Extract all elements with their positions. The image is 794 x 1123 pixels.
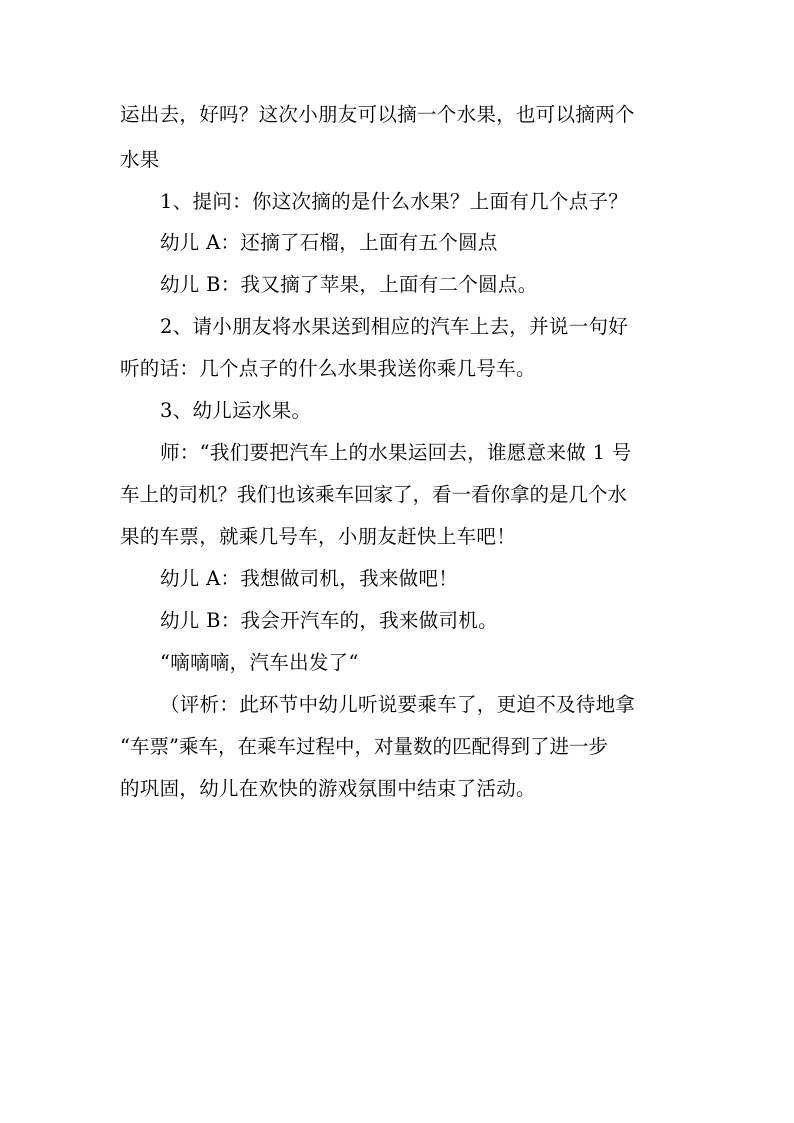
step-2-line: 2、请小朋友将水果送到相应的汽车上去，并说一句好 xyxy=(160,315,629,338)
teacher-line: 师：“我们要把汽车上的水果运回去，谁愿意来做 1 号 xyxy=(160,441,632,464)
question-heading: 1、提问：你这次摘的是什么水果？上面有几个点子？ xyxy=(160,190,629,213)
child-a-reply: 幼儿 A：我想做司机，我来做吧！ xyxy=(160,567,459,590)
child-a-answer: 幼儿 A：还摘了石榴，上面有五个圆点 xyxy=(160,231,498,254)
paragraph-line: 的巩固，幼儿在欢快的游戏氛围中结束了活动。 xyxy=(120,777,536,800)
quote-line: “嘀嘀嘀，汽车出发了“ xyxy=(160,651,359,674)
paragraph-line: “车票”乘车，在乘车过程中，对量数的匹配得到了进一步 xyxy=(120,735,608,758)
paragraph-line: 车上的司机？我们也该乘车回家了，看一看你拿的是几个水 xyxy=(120,483,628,506)
paragraph-line: 运出去，好吗？这次小朋友可以摘一个水果，也可以摘两个 xyxy=(120,103,635,126)
step-3-heading: 3、幼儿运水果。 xyxy=(160,399,312,422)
analysis-line: （评析：此环节中幼儿听说要乘车了，更迫不及待地拿 xyxy=(160,693,636,716)
paragraph-line: 果的车票，就乘几号车，小朋友赶快上车吧！ xyxy=(120,525,517,548)
child-b-reply: 幼儿 B：我会开汽车的，我来做司机。 xyxy=(160,609,498,632)
paragraph-line: 听的话：几个点子的什么水果我送你乘几号车。 xyxy=(120,357,536,380)
child-b-answer: 幼儿 B：我又摘了苹果，上面有二个圆点。 xyxy=(160,273,538,296)
paragraph-line: 水果 xyxy=(120,148,160,171)
